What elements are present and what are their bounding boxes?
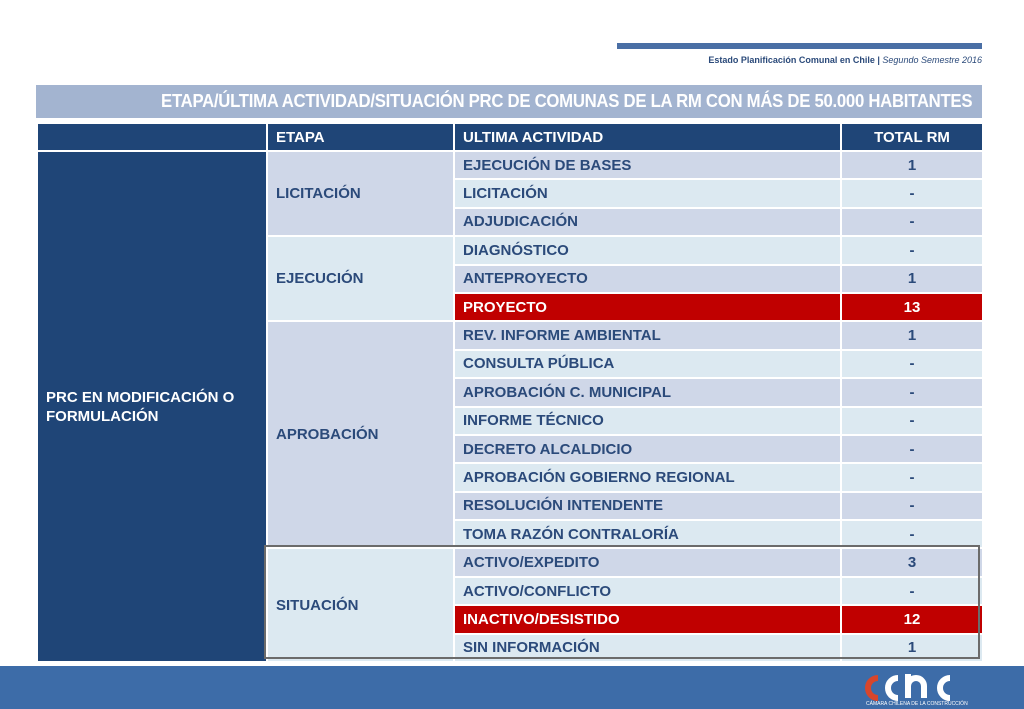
total-cell: - [841,378,983,406]
actividad-cell: ADJUDICACIÓN [454,208,841,236]
table-row [37,151,983,179]
actividad-cell: TOMA RAZÓN CONTRALORÍA [454,520,841,548]
header-cell-total: TOTAL RM [841,123,983,151]
actividad-cell: SIN INFORMACIÓN [454,634,841,662]
total-cell: - [841,179,983,207]
total-cell: 12 [841,605,983,633]
actividad-cell: RESOLUCIÓN INTENDENTE [454,492,841,520]
total-cell: - [841,407,983,435]
actividad-cell: PROYECTO [454,293,841,321]
total-cell: 1 [841,634,983,662]
etapa-cell: LICITACIÓN [267,151,454,236]
table-header-row [37,123,983,151]
actividad-cell: CONSULTA PÚBLICA [454,350,841,378]
total-cell: - [841,520,983,548]
total-cell: 13 [841,293,983,321]
etapa-cell: APROBACIÓN [267,321,454,548]
header-cell-etapa: ETAPA [267,123,454,151]
header-caption [708,55,982,65]
actividad-cell: LICITACIÓN [454,179,841,207]
etapa-cell: SITUACIÓN [267,548,454,662]
total-cell: - [841,463,983,491]
total-cell: 1 [841,265,983,293]
actividad-cell: DIAGNÓSTICO [454,236,841,264]
caption-title: Estado Planificación Comunal en Chile [708,55,875,65]
actividad-cell: INFORME TÉCNICO [454,407,841,435]
status-table-body [37,123,983,662]
total-cell: - [841,492,983,520]
logo-tagline: CÁMARA CHILENA DE LA CONSTRUCCIÓN [866,701,968,706]
total-cell: 1 [841,151,983,179]
total-cell: 3 [841,548,983,576]
actividad-cell: EJECUCIÓN DE BASES [454,151,841,179]
title-band [36,85,982,118]
total-cell: - [841,350,983,378]
actividad-cell: DECRETO ALCALDICIO [454,435,841,463]
actividad-cell: ACTIVO/CONFLICTO [454,577,841,605]
caption-separator: | [874,55,883,65]
actividad-cell: REV. INFORME AMBIENTAL [454,321,841,349]
total-cell: - [841,435,983,463]
actividad-cell: APROBACIÓN GOBIERNO REGIONAL [454,463,841,491]
header-accent-bar [617,43,982,49]
actividad-cell: INACTIVO/DESISTIDO [454,605,841,633]
header-cell-category [37,123,267,151]
actividad-cell: APROBACIÓN C. MUNICIPAL [454,378,841,406]
page-title: ETAPA/ÚLTIMA ACTIVIDAD/SITUACIÓN PRC DE COMUNAS DE LA RM CON MÁS DE 50.000 HABITANTES [160,91,972,111]
status-table [36,122,984,663]
total-cell: - [841,577,983,605]
total-cell: - [841,236,983,264]
actividad-cell: ANTEPROYECTO [454,265,841,293]
cchc-logo-icon [864,672,982,706]
total-cell: - [841,208,983,236]
etapa-cell: EJECUCIÓN [267,236,454,321]
total-cell: 1 [841,321,983,349]
actividad-cell: ACTIVO/EXPEDITO [454,548,841,576]
category-cell: PRC EN MODIFICACIÓN O FORMULACIÓN [37,151,267,662]
caption-period: Segundo Semestre 2016 [882,55,982,65]
header-cell-actividad: ULTIMA ACTIVIDAD [454,123,841,151]
